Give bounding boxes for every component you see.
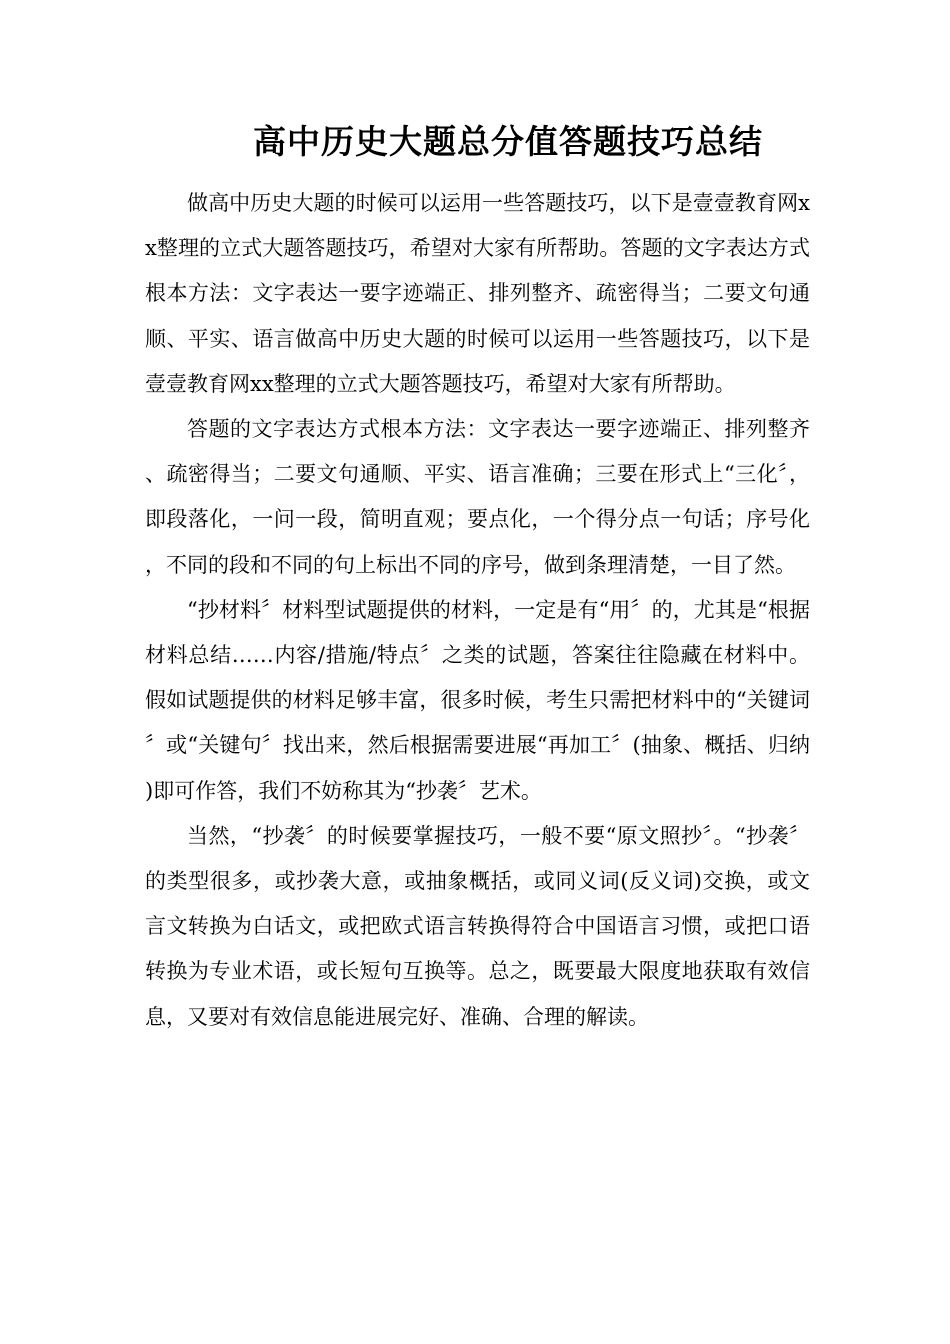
paragraph-1: 做高中历史大题的时候可以运用一些答题技巧，以下是壹壹教育网xx整理的立式大题答题技巧，希望对大家有所帮助。答题的文字表达方式根本方法：文字表达一要字迹端正、排列整齐、疏密得当；二要文句通顺、平实、语言做高中历史大题的时候可以运用一些答题技巧，以下是壹壹教育网xx整理的立式大题答题技巧，希望对大家有所帮助。 <box>145 191 810 396</box>
paragraph-3: “抄材料〞材料型试题提供的材料，一定是有“用〞的，尤其是“根据材料总结……内容/措施/特点〞之类的试题，答案往往隐藏在材料中。假如试题提供的材料足够丰富，很多时候，考生只需把材料中的“关键词〞或“关键句〞找出来，然后根据需要进展“再加工〞(抽象、概括、归纳)即可作答，我们不妨称其为“抄袭〞艺术。 <box>145 597 810 803</box>
document-title: 高中历史大题总分值答题技巧总结 <box>253 122 763 161</box>
paragraph-4: 当然，“抄袭〞的时候要掌握技巧，一般不要“原文照抄〞。“抄袭〞的类型很多，或抄袭大意，或抽象概括，或同义词(反义词)交换，或文言文转换为白话文，或把欧式语言转换得符合中国语言习惯，或把口语转换为专业术语，或长短句互换等。总之，既要最大限度地获取有效信息，又要对有效信息能进展完好、准确、合理的解读。 <box>145 823 810 1029</box>
paragraph-2: 答题的文字表达方式根本方法：文字表达一要字迹端正、排列整齐、疏密得当；二要文句通顺、平实、语言准确；三要在形式上“三化〞，即段落化，一问一段，简明直观；要点化，一个得分点一句话；序号化，不同的段和不同的句上标出不同的序号，做到条理清楚，一目了然。 <box>145 417 810 577</box>
document-body <box>145 181 810 1040</box>
